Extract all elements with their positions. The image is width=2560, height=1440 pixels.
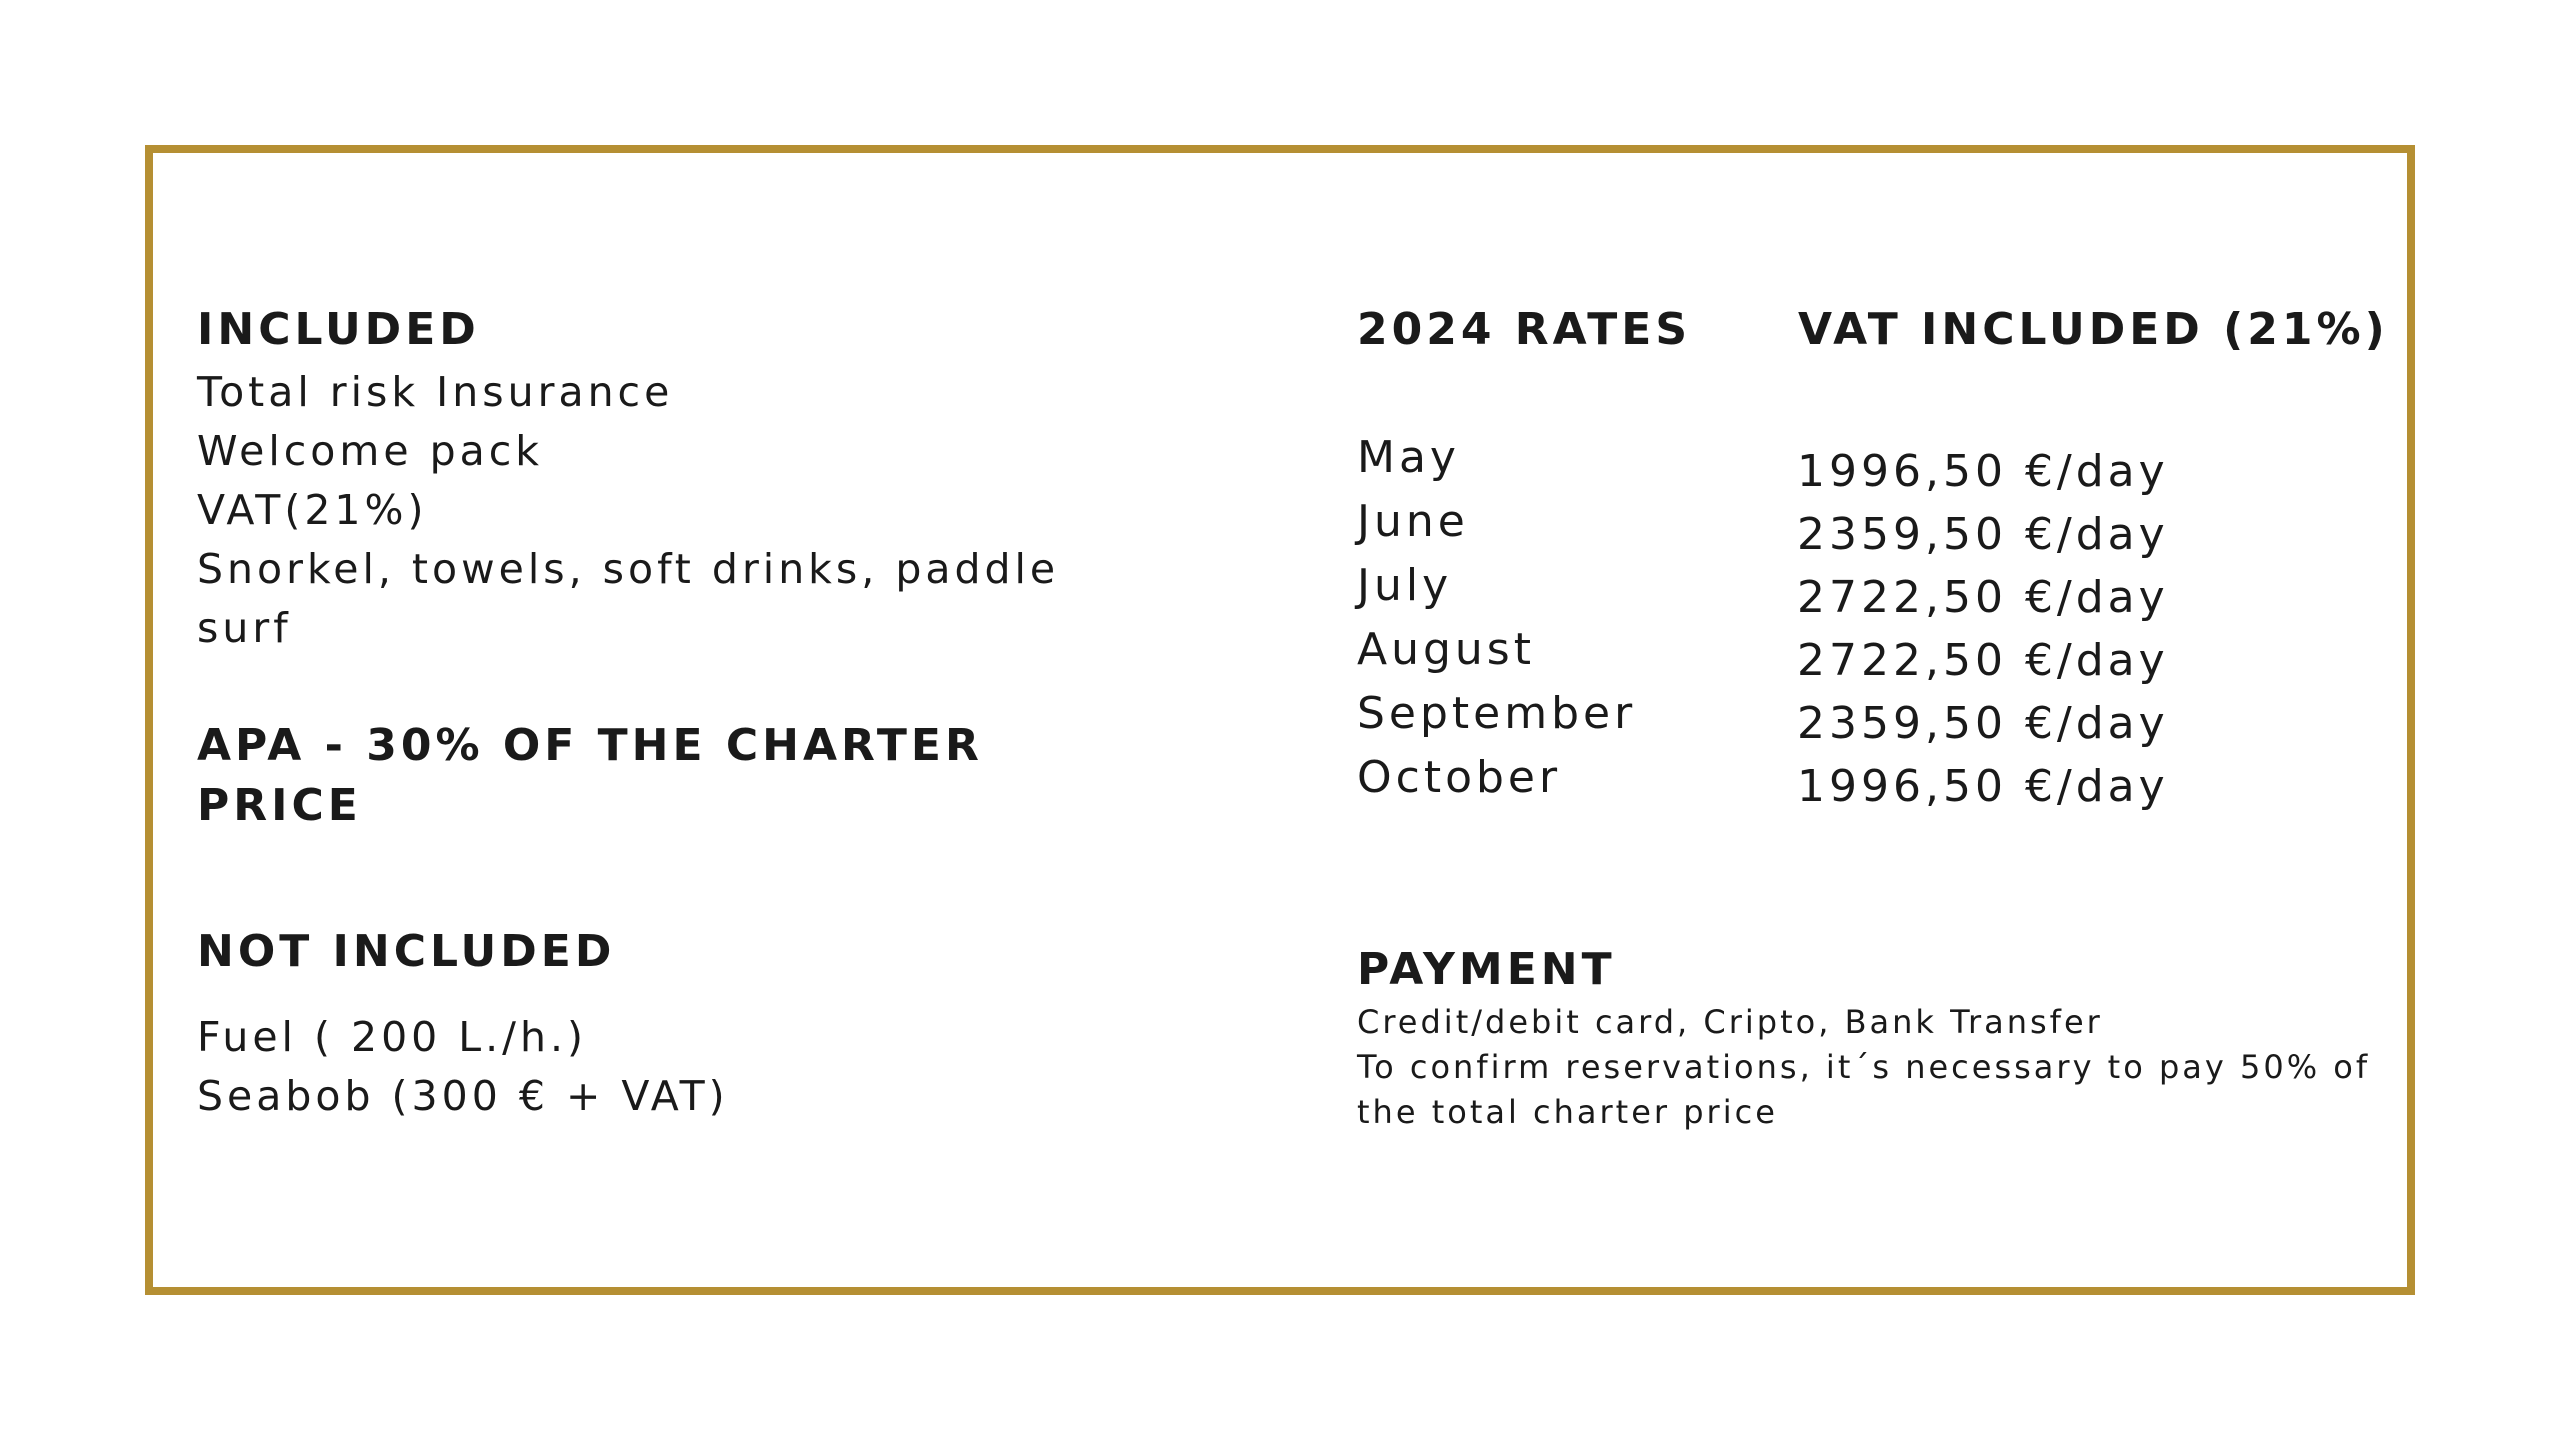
price-value: 2359,50 €/day [1797, 698, 2169, 749]
apa-heading-line: PRICE [197, 780, 362, 831]
price-value: 2359,50 €/day [1797, 509, 2169, 560]
payment-details [1357, 1000, 2370, 1135]
payment-heading: PAYMENT [1357, 944, 1616, 995]
included-item: VAT(21%) [197, 486, 428, 534]
included-item: Snorkel, towels, soft drinks, paddle [197, 545, 1060, 593]
price-value: 1996,50 €/day [1797, 761, 2169, 812]
rates-months [1357, 426, 1636, 810]
apa-heading-line: APA - 30% OF THE CHARTER [197, 720, 983, 771]
month-label: May [1357, 432, 1460, 483]
month-label: October [1357, 752, 1562, 803]
included-item: Total risk Insurance [197, 368, 674, 416]
included-heading: INCLUDED [197, 304, 480, 355]
month-label: September [1357, 688, 1637, 739]
apa-heading [197, 716, 983, 836]
payment-line: Credit/debit card, Cripto, Bank Transfer [1357, 1003, 2103, 1041]
payment-line: To confirm reservations, it´s necessary to pay 50% of [1357, 1048, 2371, 1086]
month-label: August [1357, 624, 1535, 675]
not-included-item: Seabob (300 € + VAT) [197, 1072, 729, 1120]
not-included-list [197, 1008, 729, 1126]
month-label: July [1357, 560, 1453, 611]
not-included-item: Fuel ( 200 L./h.) [197, 1013, 587, 1061]
vat-included-heading: VAT INCLUDED (21%) [1798, 304, 2389, 355]
rates-heading: 2024 RATES [1357, 304, 1692, 355]
price-value: 1996,50 €/day [1797, 446, 2169, 497]
rates-prices [1797, 440, 2169, 818]
month-label: June [1357, 496, 1469, 547]
included-item: Welcome pack [197, 427, 544, 475]
not-included-heading: NOT INCLUDED [197, 926, 616, 977]
included-list [197, 363, 1059, 658]
price-value: 2722,50 €/day [1797, 635, 2169, 686]
price-value: 2722,50 €/day [1797, 572, 2169, 623]
included-item: surf [197, 604, 292, 652]
payment-line: the total charter price [1357, 1093, 1778, 1131]
